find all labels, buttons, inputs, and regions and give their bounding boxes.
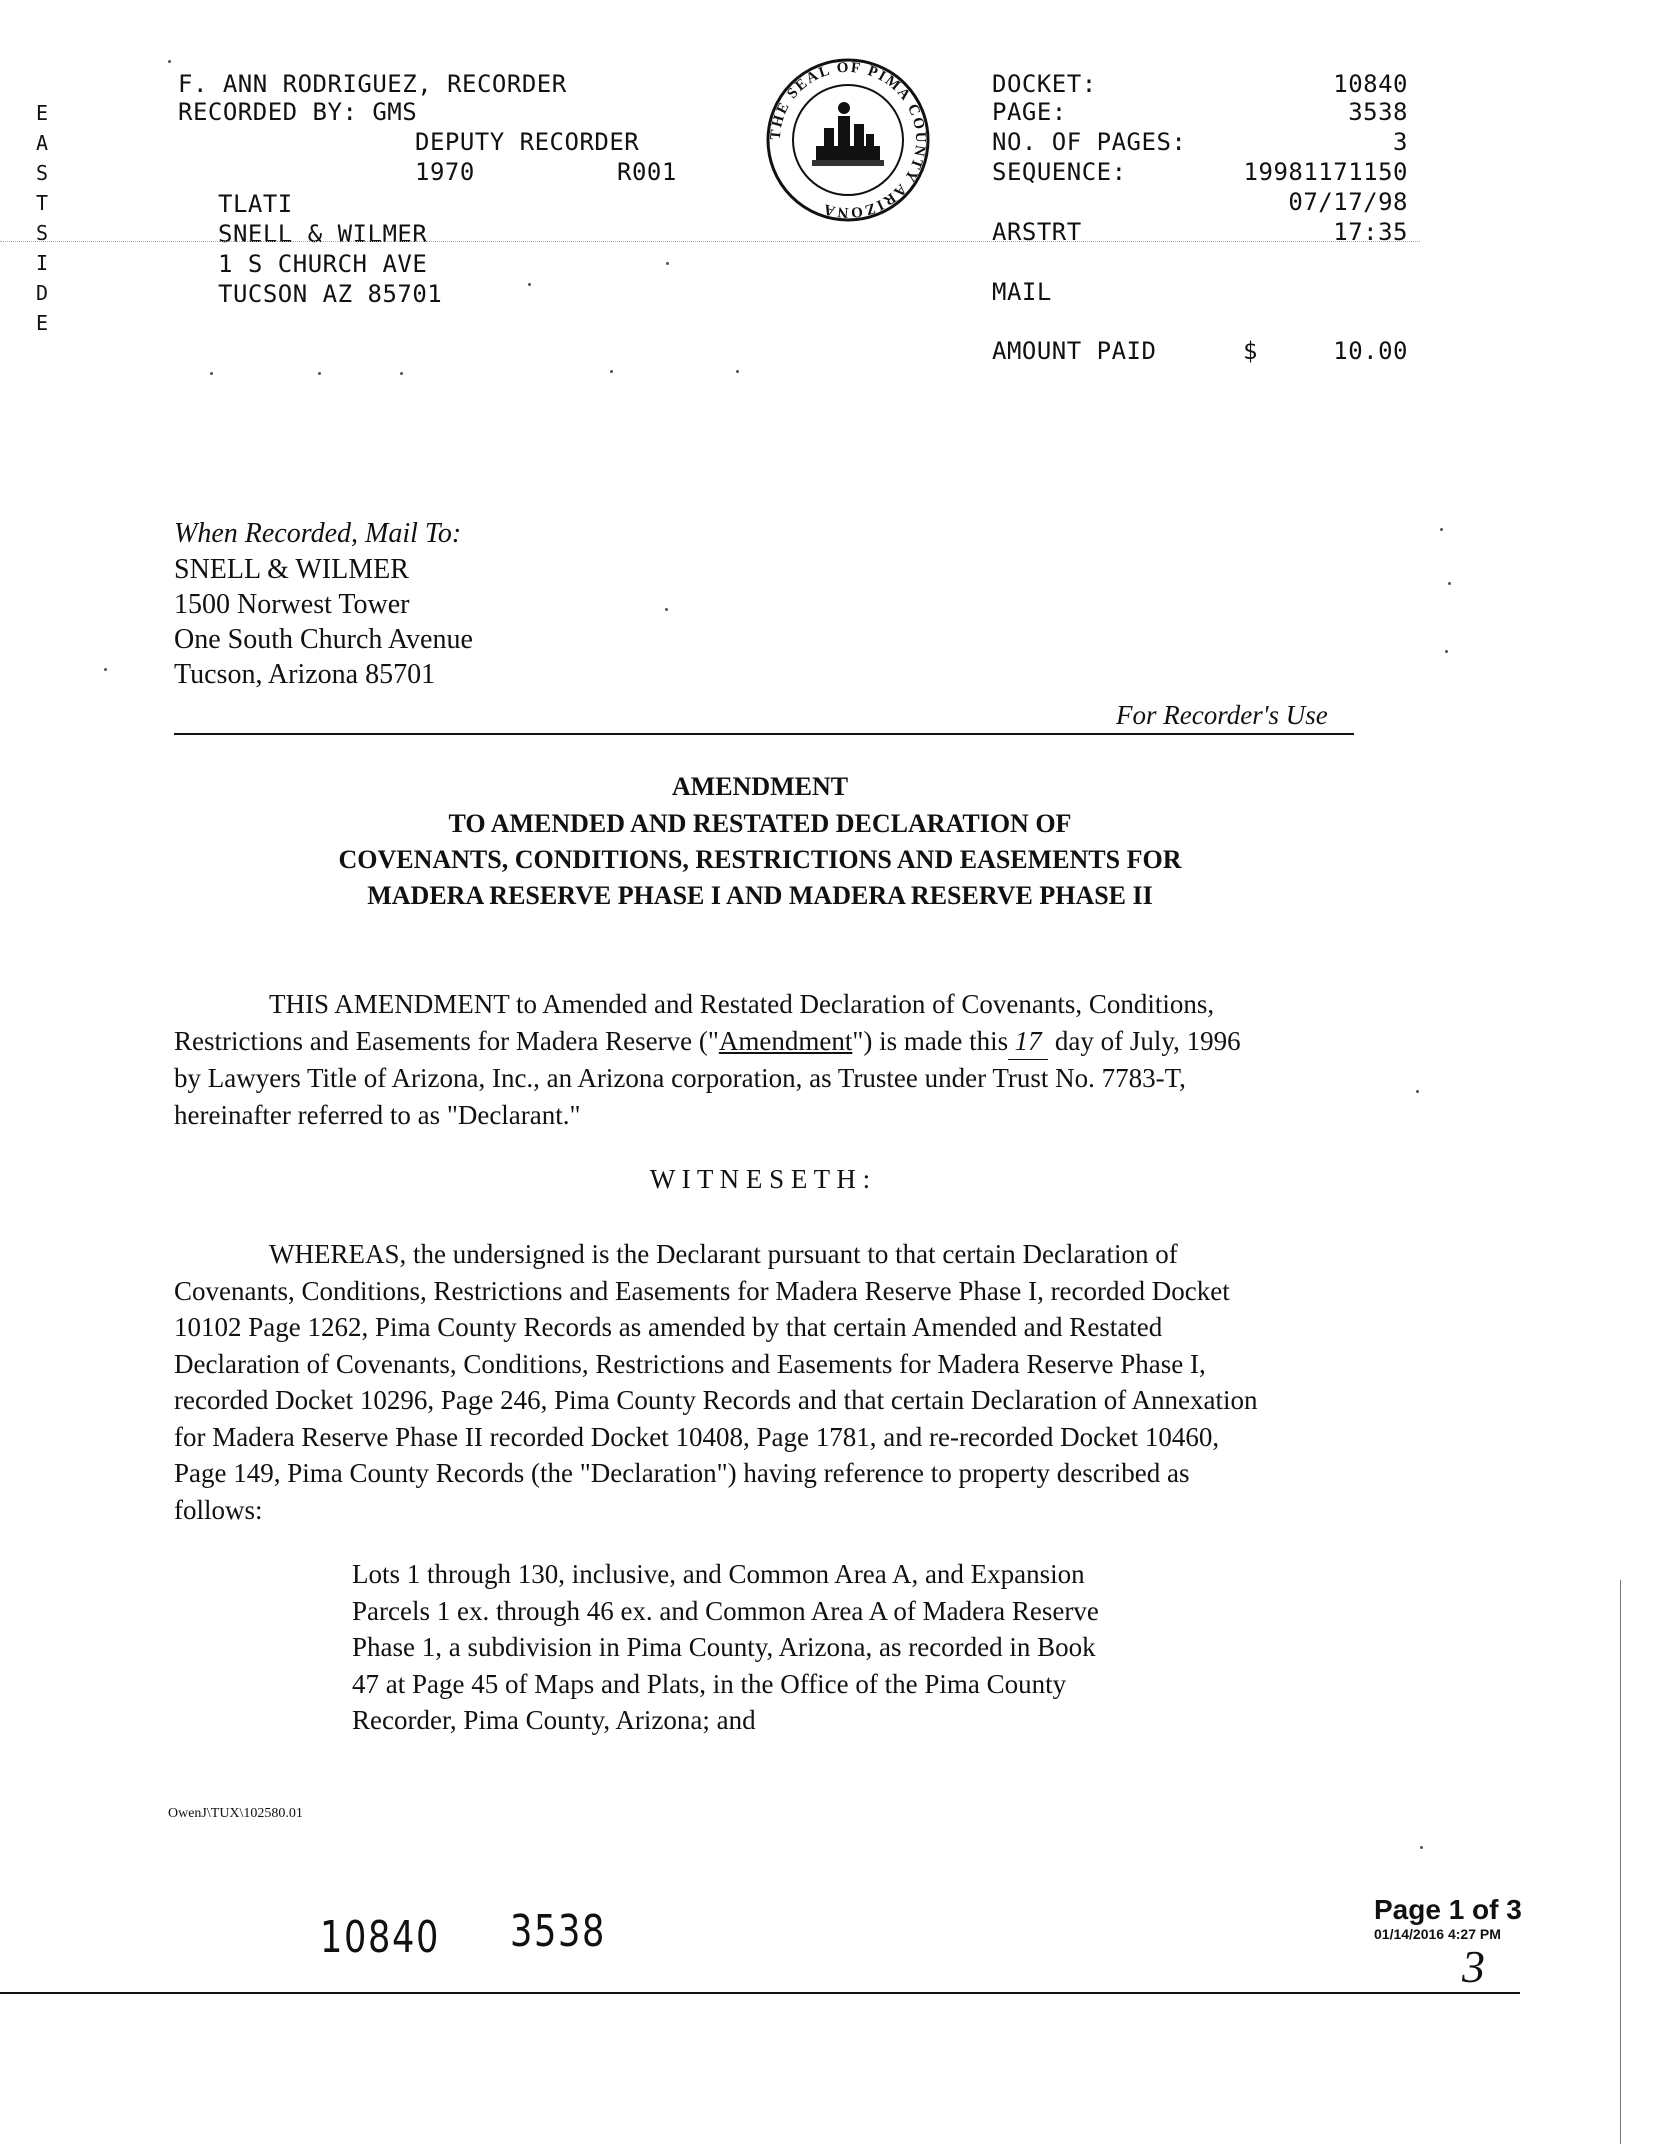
scan-speck [1445,650,1448,653]
print-timestamp: 01/14/2016 4:27 PM [1374,1926,1501,1942]
document-title: TO AMENDED AND RESTATED DECLARATION OF [448,809,1072,838]
scan-speck [736,370,739,373]
county-seal [764,56,932,224]
side-stamp-letter: E [35,101,49,125]
intro-line: by Lawyers Title of Arizona, Inc., an Arizona corporation, as Trustee under Trust No. 7783-T, [174,1063,1186,1093]
return-address-line: SNELL & WILMER [218,220,428,248]
document-title: AMENDMENT [671,772,849,801]
side-stamp-letter: S [35,161,49,185]
sequence-label: SEQUENCE: [992,158,1127,186]
intro-text: THIS AMENDMENT to Amended and Restated Declaration of Covenants, Conditions, [269,989,1215,1019]
side-stamp-letter: A [35,131,49,155]
scan-speck [666,262,669,265]
scan-speck [318,372,321,375]
whereas-line: follows: [174,1494,263,1525]
side-stamp [30,98,54,338]
scan-speck [665,608,668,611]
whereas-text: WHEREAS, the undersigned is the Declarant pursuant to that certain Declaration of [269,1239,1178,1269]
whereas-line: Declaration of Covenants, Conditions, Restrictions and Easements for Madera Reserve Phase I, [174,1348,1206,1379]
amount-paid-value: 10.00 [1333,337,1408,365]
scan-speck [104,668,107,671]
record-date: 07/17/98 [1288,188,1408,216]
legal-line: Phase 1, a subdivision in Pima County, Arizona, as recorded in Book [352,1632,1096,1662]
page-counter: Page 1 of 3 [1374,1894,1522,1925]
amendment-defined-term: Amendment [718,1025,853,1056]
scan-speck [1440,528,1443,531]
pages-value: 3 [1393,128,1408,156]
return-address-line: TLATI [218,190,293,218]
mail-to-line: One South Church Avenue [174,624,473,655]
return-address-line: TUCSON AZ 85701 [218,280,443,308]
handwritten-mark: 3 [1462,1941,1485,1992]
footer-rule [0,1992,1520,1994]
whereas-line: Covenants, Conditions, Restrictions and Easements for Madera Reserve Phase I, recorded Docket [174,1275,1230,1306]
legal-line: Lots 1 through 130, inclusive, and Common Area A, and Expansion [352,1559,1085,1589]
side-stamp-letter: I [35,251,49,275]
mail-label: MAIL [992,278,1052,306]
whereas-paragraph [174,1236,1374,1528]
footer-docket-number: 10840 [320,1912,440,1963]
page-value: 3538 [1348,98,1408,126]
recorder-code-left: 1970 [415,158,475,186]
scan-speck [210,372,213,375]
seal-text: THE SEAL OF PIMA COUNTY ARIZONA [767,59,929,221]
page-label: PAGE: [992,98,1067,126]
scan-edge [1620,1580,1621,2144]
document-title: COVENANTS, CONDITIONS, RESTRICTIONS AND EASEMENTS FOR [338,845,1182,874]
mail-to-line: Tucson, Arizona 85701 [174,659,436,690]
file-reference: OwenJ\TUX\102580.01 [168,1806,303,1821]
footer-page-number: 3538 [510,1906,606,1957]
mail-to-line: 1500 Norwest Tower [174,589,410,620]
legal-line: Parcels 1 ex. through 46 ex. and Common Area A of Madera Reserve [352,1595,1099,1626]
recorders-use-rule [174,733,1354,735]
dollar-sign: $ [1243,337,1258,365]
intro-line [174,1023,1354,1061]
amount-paid-label: AMOUNT PAID [992,337,1157,365]
scan-speck [1448,582,1451,585]
pages-label: NO. OF PAGES: [992,128,1187,156]
scan-speck [610,370,613,373]
handwritten-day: 17 [1008,1023,1048,1061]
whereas-line: Page 149, Pima County Records (the "Declaration") having reference to property described as [174,1458,1190,1488]
scan-speck [528,283,531,286]
document-title: MADERA RESERVE PHASE I AND MADERA RESERVE PHASE II [367,881,1153,910]
whereas-line [174,1236,1374,1273]
intro-text: day of July, 1996 [1048,1025,1241,1056]
arstrt-label: ARSTRT [992,218,1082,246]
seal-icon [764,56,932,224]
scan-speck [1416,1090,1419,1093]
mail-to-line: SNELL & WILMER [174,554,409,585]
witnesseth-heading: W I T N E S E T H : [649,1164,871,1194]
side-stamp-letter: E [35,311,49,335]
side-stamp-letter: T [35,191,49,215]
legal-line: Recorder, Pima County, Arizona; and [352,1705,756,1735]
whereas-line: 10102 Page 1262, Pima County Records as amended by that certain Amended and Restated [174,1312,1163,1342]
intro-paragraph [174,986,1354,1133]
scan-speck [1420,1846,1423,1849]
legal-description [352,1556,1252,1739]
side-stamp-letter: D [35,281,49,305]
intro-line: hereinafter referred to as "Declarant." [174,1099,581,1130]
scan-speck [400,372,403,375]
return-address-line: 1 S CHURCH AVE [218,250,428,278]
intro-text: Restrictions and Easements for Madera Reserve (" [174,1025,719,1056]
intro-text: ") is made this [852,1025,1009,1056]
docket-label: DOCKET: [992,70,1097,98]
sequence-value: 19981171150 [1243,158,1408,186]
side-stamp-letter: S [35,221,49,245]
scan-dotted-line [0,241,1420,242]
mail-to-heading: When Recorded, Mail To: [174,518,462,549]
recorder-code-right: R001 [617,158,677,186]
legal-line: 47 at Page 45 of Maps and Plats, in the Office of the Pima County [352,1668,1067,1699]
whereas-line: for Madera Reserve Phase II recorded Docket 10408, Page 1781, and re-recorded Docket 10460, [174,1421,1220,1452]
docket-value: 10840 [1333,70,1408,98]
scan-speck [168,60,171,63]
recorder-name: F. ANN RODRIGUEZ, RECORDER [178,70,567,98]
recorded-by: RECORDED BY: GMS [178,98,418,126]
intro-line [174,986,1354,1023]
record-time: 17:35 [1333,218,1408,246]
recorders-use-label: For Recorder's Use [1116,700,1328,730]
whereas-line: recorded Docket 10296, Page 246, Pima County Records and that certain Declaration of Annexation [174,1385,1258,1415]
deputy-recorder: DEPUTY RECORDER [415,128,640,156]
